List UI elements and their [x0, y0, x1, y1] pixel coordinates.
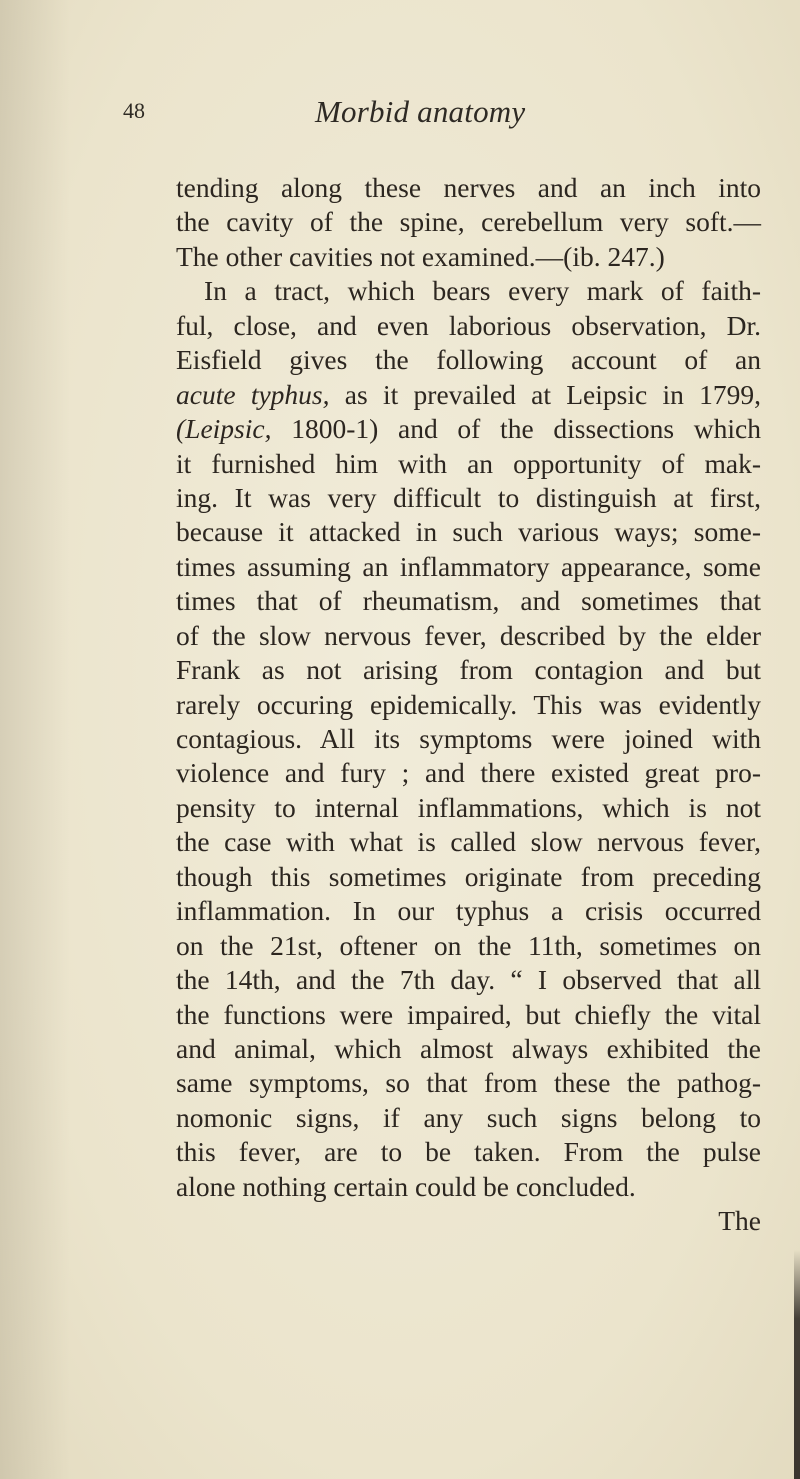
text-line: inflammation. In our typhus a crisis occurred: [176, 895, 761, 927]
text-line: violence and fury ; and there existed great pro-: [176, 757, 761, 789]
text-line: this fever, are to be taken. From the pulse: [176, 1136, 761, 1168]
text-line: though this sometimes originate from preceding: [176, 860, 761, 892]
text-line: ing. It was very difficult to distinguish at first,: [176, 481, 761, 513]
page-number: 48: [123, 98, 145, 123]
text-line: alone nothing certain could be concluded.: [176, 1170, 636, 1202]
text-line: on the 21st, oftener on the 11th, sometimes on: [176, 929, 761, 961]
text-line: Frank as not arising from contagion and but: [176, 654, 761, 686]
italic-phrase: acute typhus,: [176, 378, 330, 410]
italic-phrase: (Leipsic,: [176, 413, 272, 445]
text-line: times that of rheumatism, and sometimes that: [176, 585, 761, 617]
text-line: [176, 412, 761, 446]
text-line: rarely occuring epidemically. This was evidently: [176, 688, 761, 720]
page-header: [0, 90, 800, 130]
text-line: The other cavities not examined.—(ib. 247.): [176, 240, 665, 272]
text-line: and animal, which almost always exhibited the: [176, 1032, 761, 1064]
text-line: [176, 378, 761, 412]
body-text: [176, 171, 761, 1239]
text-run: 1800-1) and of the dissections which: [271, 413, 761, 445]
text-line: tending along these nerves and an inch into: [176, 172, 761, 203]
text-line: the 14th, and the 7th day. “ I observed that all: [176, 964, 761, 996]
text-line: In a tract, which bears every mark of faith-: [204, 275, 761, 307]
text-line: the cavity of the spine, cerebellum very soft.—: [176, 206, 761, 238]
spine-shadow: [0, 0, 70, 1479]
text-line: contagious. All its symptoms were joined with: [176, 723, 761, 754]
catchword: The: [718, 1205, 761, 1237]
text-line: the functions were impaired, but chiefly the vital: [176, 998, 761, 1030]
running-title: Morbid anatomy: [315, 94, 526, 129]
text-line: it furnished him with an opportunity of mak-: [176, 447, 761, 479]
text-line: because it attacked in such various ways; some-: [176, 516, 761, 548]
text-line: nomonic signs, if any such signs belong to: [176, 1101, 761, 1133]
text-line: of the slow nervous fever, described by the elder: [176, 619, 761, 651]
text-line: times assuming an inflammatory appearance, some: [176, 550, 761, 582]
text-run: as it prevailed at Leipsic in 1799,: [329, 378, 761, 410]
text-line: pensity to internal inflammations, which is not: [176, 791, 761, 823]
text-line: ful, close, and even laborious observation, Dr.: [176, 309, 761, 341]
text-line: Eisfield gives the following account of an: [176, 344, 761, 376]
text-line: the case with what is called slow nervous fever,: [176, 826, 761, 858]
page-edge: [794, 1250, 800, 1479]
text-line: same symptoms, so that from these the pathog-: [176, 1067, 761, 1099]
